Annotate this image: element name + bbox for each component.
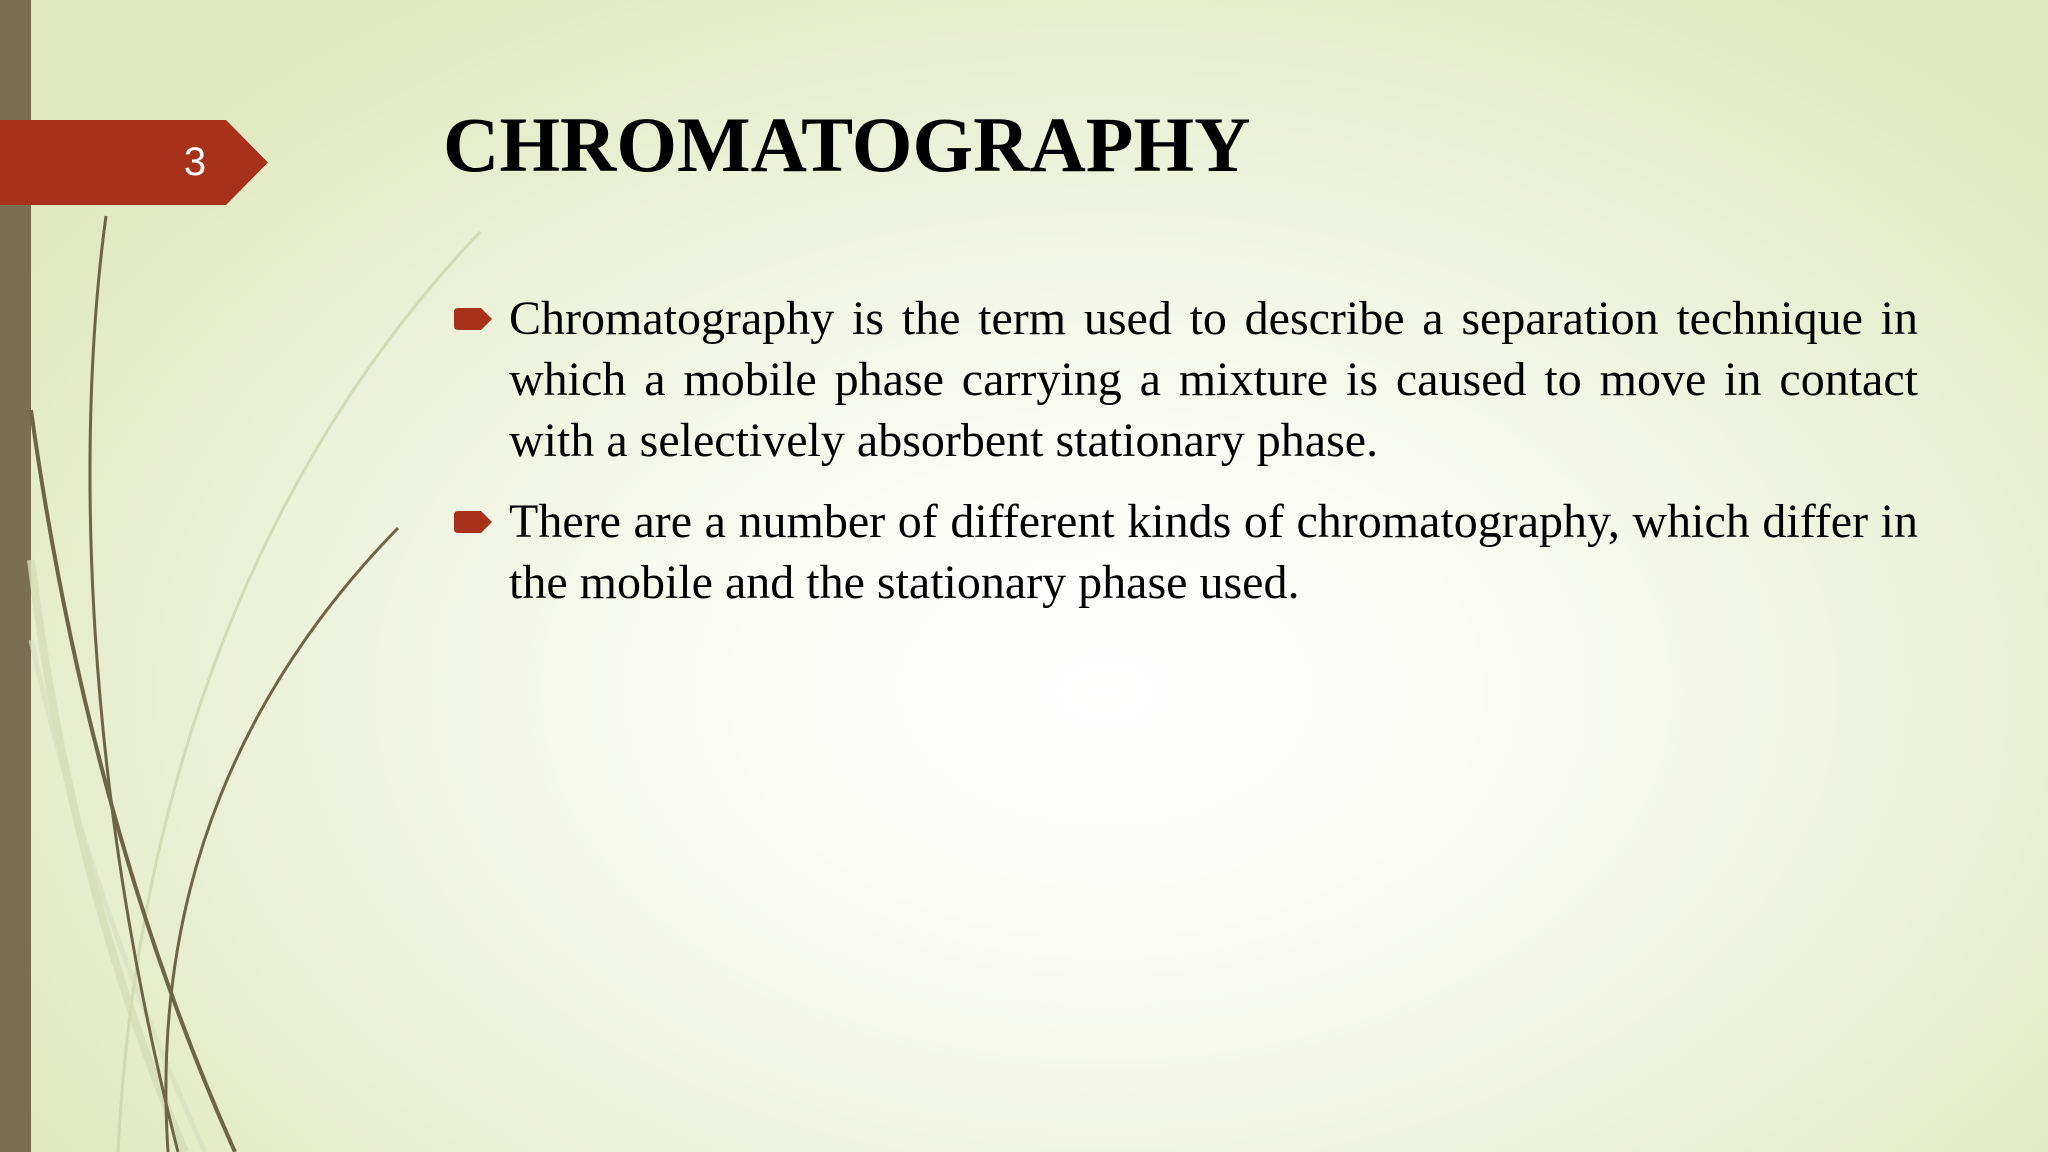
slide-number-tab-shape (0, 120, 268, 205)
bullet-item (450, 288, 1918, 471)
arrow-bullet-icon (454, 511, 492, 533)
slide-title: CHROMATOGRAPHY (443, 101, 1251, 188)
bullet-text: Chromatography is the term used to describe a separation technique in which a mobile phase carrying a mixture is caused to move in contact with a selectively absorbent stationary phase. (509, 292, 1918, 467)
slide-number: 3 (183, 140, 207, 184)
bullet-text: There are a number of different kinds of chromatography, which differ in the mobile and the stationary phase used. (509, 495, 1918, 609)
slide-number-tab (0, 120, 268, 205)
bullet-item (450, 491, 1918, 613)
bullet-list (450, 288, 1918, 633)
arrow-bullet-icon (454, 308, 492, 330)
